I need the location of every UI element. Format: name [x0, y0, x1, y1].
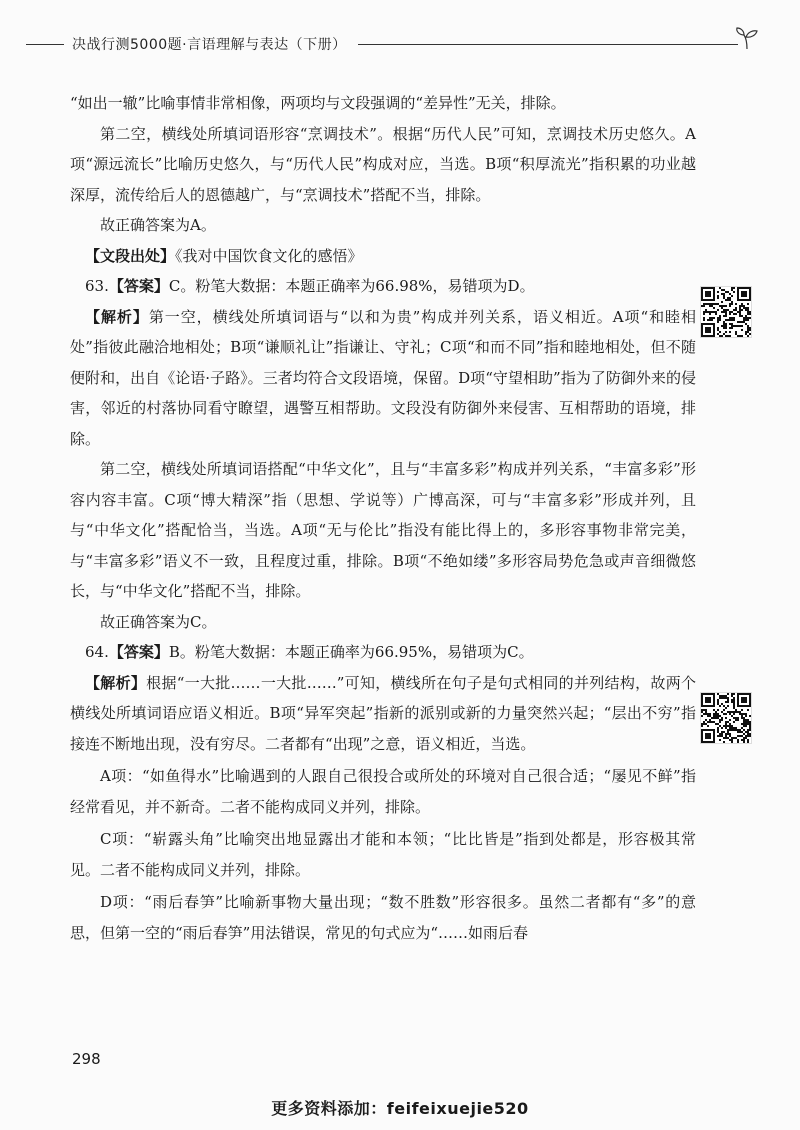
analysis-paragraph: [70, 302, 696, 455]
paragraph: “如出一辙”比喻事情非常相像，两项均与文段强调的“差异性”无关，排除。: [70, 94, 566, 112]
paragraph: A项：“如鱼得水”比喻遇到的人跟自己很投合或所处的环境对自己很合适；“屡见不鲜”指经常看见，并不新奇。二者不能构成同义并列，排除。: [70, 767, 696, 816]
footer-note: 更多资料添加：feifeixuejie520: [271, 1099, 529, 1118]
paragraph: 第二空，横线处所填词语形容“烹调技术”。根据“历代人民”可知，烹调技术历史悠久。A项“源远流长”比喻历史悠久，与“历代人民”构成对应，当选。B项“积厚流光”指积累的功业越深厚，流传给后人的恩德越广，与“烹调技术”搭配不当，排除。: [70, 124, 696, 204]
answer-line-63: [70, 271, 696, 302]
qr-code-icon[interactable]: [700, 692, 752, 744]
question-number: 63.: [85, 277, 109, 295]
analysis-paragraph: [70, 668, 696, 760]
answer-text: C。粉笔大数据：本题正确率为66.98%，易错项为D。: [168, 277, 535, 295]
paragraph: 故正确答案为A。: [100, 216, 216, 234]
source-tag: 【文段出处】: [85, 246, 176, 265]
qr-code-icon[interactable]: [700, 286, 752, 338]
answer-tag: 【答案】: [108, 277, 169, 295]
answer-tag: 【答案】: [108, 643, 169, 661]
paragraph: C项：“崭露头角”比喻突出地显露出才能和本领；“比比皆是”指到处都是，形容极其常见。二者不能构成同义并列，排除。: [70, 830, 696, 879]
header-rule-left: [26, 44, 64, 45]
source-text: 《我对中国饮食文化的感悟》: [175, 246, 363, 265]
analysis-tag: 【解析】: [85, 673, 147, 692]
analysis-tag: 【解析】: [85, 307, 149, 326]
answer-line-64: [70, 637, 696, 668]
paragraph: 第二空，横线处所填词语搭配“中华文化”，且与“丰富多彩”构成并列关系，“丰富多彩”形容内容丰富。C项“博大精深”指（思想、学说等）广博高深，可与“丰富多彩”形成并列，且与“中华文化”搭配恰当，当选。A项“无与伦比”指没有能比得上的，多形容事物非常完美，与“丰富多彩”语义不一致，且程度过重，排除。B项“不绝如缕”多形容局势危急或声音细微悠长，与“中华文化”搭配不当，排除。: [70, 460, 696, 600]
question-number: 64.: [85, 643, 109, 661]
explanation-body: [70, 88, 696, 948]
page-number: 298: [72, 1050, 101, 1068]
analysis-text: 根据“一大批……一大批……”可知，横线所在句子是句式相同的并列结构，故两个横线处所填词语应语义相近。B项“异军突起”指新的派别或新的力量突然兴起；“层出不穷”指接连不断地出现，没有穷尽。二者都有“出现”之意，语义相近，当选。: [70, 673, 696, 753]
paragraph: D项：“雨后春笋”比喻新事物大量出现；“数不胜数”形容很多。虽然二者都有“多”的意思，但第一空的“雨后春笋”用法错误，常见的句式应为“……如雨后春: [70, 893, 696, 942]
answer-text: B。粉笔大数据：本题正确率为66.95%，易错项为C。: [168, 643, 534, 661]
running-header-title: 决战行测5000题·言语理解与表达（下册）: [72, 37, 347, 53]
paragraph: 故正确答案为C。: [100, 612, 217, 631]
analysis-text: 第一空，横线处所填词语与“以和为贵”构成并列关系，语义相近。A项“和睦相处”指彼此融洽地相处；B项“谦顺礼让”指谦让、守礼；C项“和而不同”指和睦地相处，但不随便附和，出自《论语·子路》。三者均符合文段语境，保留。D项“守望相助”指为了防御外来的侵害，邻近的村落协同看守瞭望，遇警互相帮助。文段没有防御外来侵害、互相帮助的语境，排除。: [70, 307, 696, 448]
sprout-icon: [734, 26, 760, 50]
header-rule-right: [358, 44, 738, 45]
source-line: [70, 241, 696, 272]
